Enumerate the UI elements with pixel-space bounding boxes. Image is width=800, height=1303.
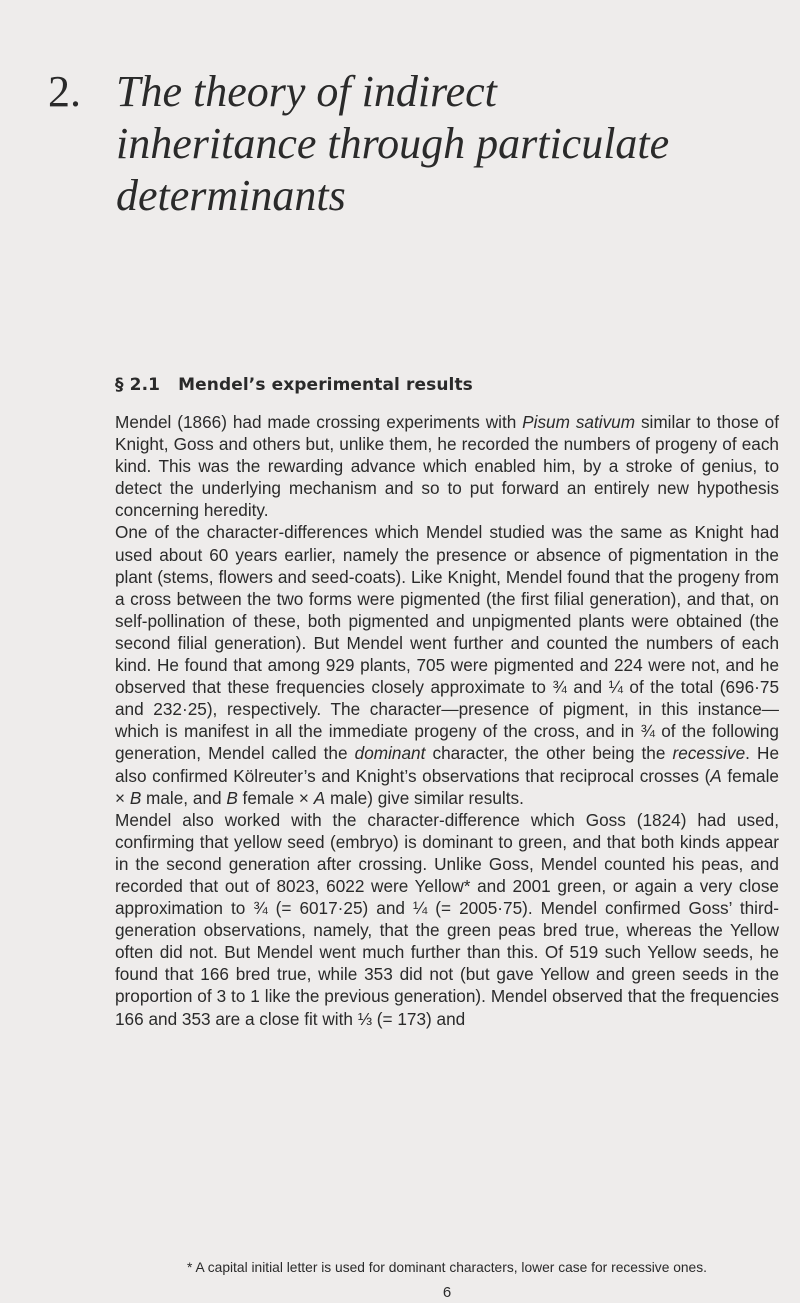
- paragraph: [115, 411, 779, 521]
- text-run: female ×: [115, 765, 779, 808]
- italic-run: A: [710, 765, 722, 786]
- text-run: similar to those of Knight, Goss and others but, unlike them, he recorded the numbers of progeny of each kind. This was the rewarding advance which enabled him, by a stroke of genius, to detect the underlying mechanism and so to put forward an entirely new hypothesis concerning heredity.: [115, 412, 779, 521]
- section-heading: [115, 375, 473, 395]
- text-run: female ×: [237, 787, 314, 808]
- chapter-title: [116, 66, 748, 222]
- italic-run: Pisum sativum: [522, 412, 636, 432]
- chapter-title-line: The theory of indirect: [116, 67, 497, 116]
- text-run: male, and: [141, 787, 227, 808]
- page-number: 6: [442, 1284, 452, 1301]
- text-run: Mendel (1866) had made crossing experiments with: [115, 412, 523, 432]
- body-text: [115, 411, 779, 1030]
- chapter-title-line: inheritance through particulate: [116, 119, 670, 168]
- text-run: character, the other being the: [425, 743, 673, 764]
- text-run: Mendel also worked with the character-difference which Goss (1824) had used, confirming that yellow seed (embryo) is dominant to green, and that both kinds appear in the second generation after crossing. Unlike Goss, Mendel counted his peas, and recorded that out of 8023, 6022 were Yellow* and 2001 green, or again a very close approximation to ¾ (= 6017·25) and ¼ (= 2005·75). Mendel confirmed Goss’ third-generation observations, namely, that the green peas bred true, whereas the Yellow often did not. But Mendel went much further than this. Of 519 such Yellow seeds, he found that 166 bred true, while 353 did not (but gave Yellow and green seeds in the proportion of 3 to 1 like the previous generation). Mendel observed that the frequencies 166 and 353 are a close fit with ⅓ (= 173) and: [115, 809, 779, 1029]
- paragraph: [115, 521, 779, 808]
- section-number: 2.1: [129, 375, 161, 395]
- italic-run: dominant: [354, 743, 426, 764]
- italic-run: recessive: [672, 743, 746, 764]
- italic-run: B: [129, 787, 142, 808]
- chapter-title-line: determinants: [116, 171, 346, 220]
- text-run: One of the character-differences which Mendel studied was the same as Knight had used about 60 years earlier, namely the presence or absence of pigmentation in the plant (stems, flowers and seed-coats). Like Knight, Mendel found that the progeny from a cross between the two forms were pigmented (the first filial generation), and that, on self-pollination of these, both pigmented and unpigmented plants were obtained (the second filial generation). But Mendel went further and counted the numbers of each kind. He found that among 929 plants, 705 were pigmented and 224 were not, and he observed that these frequencies closely approximate to ¾ and ¼ of the total (696·75 and 232·25), respectively. The character—presence of pigment, in this instance—which is manifest in all the immediate progeny of the cross, and in ¾ of the following generation, Mendel called the: [115, 522, 779, 764]
- section-title: Mendel’s experimental results: [178, 375, 473, 395]
- chapter-heading: [48, 66, 748, 222]
- section-symbol: §: [115, 375, 124, 395]
- chapter-number: 2.: [48, 67, 81, 116]
- text-run: . He also confirmed Kölreuter’s and Knight’s observations that reciprocal crosses (: [115, 743, 780, 786]
- paragraph: [115, 809, 779, 1030]
- footnote: * A capital initial letter is used for dominant characters, lower case for recessive ones.: [187, 1260, 707, 1275]
- text-run: male) give similar results.: [325, 787, 524, 808]
- italic-run: A: [313, 787, 326, 808]
- italic-run: B: [226, 787, 238, 808]
